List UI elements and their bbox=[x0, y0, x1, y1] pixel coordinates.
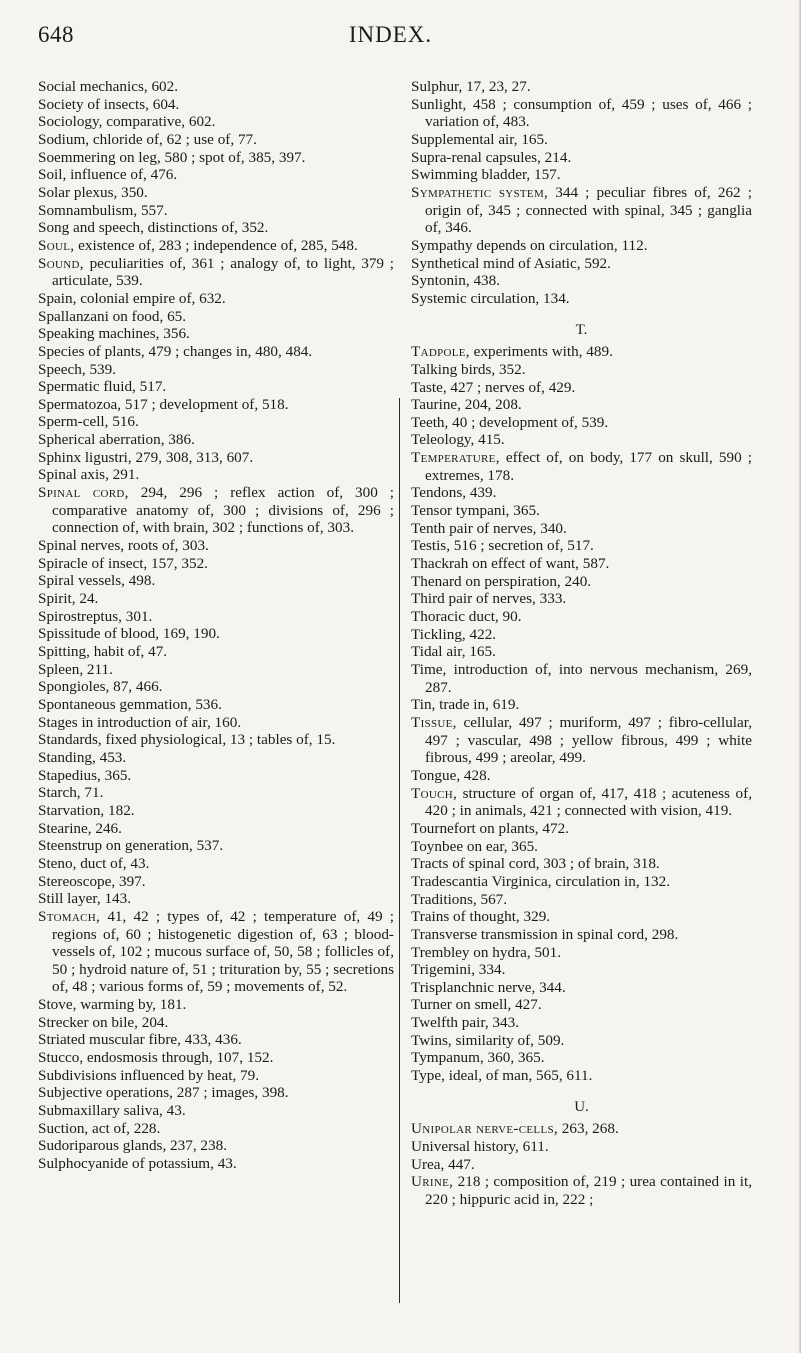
index-entry bbox=[38, 1120, 394, 1138]
index-entry bbox=[411, 1032, 752, 1050]
page-number: 648 bbox=[38, 22, 74, 47]
entry-text: Suction, act of, 228. bbox=[38, 1119, 161, 1137]
index-entry bbox=[38, 202, 394, 220]
index-entry bbox=[38, 714, 394, 732]
index-entry bbox=[411, 379, 752, 397]
entry-text: Strecker on bile, 204. bbox=[38, 1013, 169, 1031]
index-entry bbox=[38, 873, 394, 891]
index-entry bbox=[38, 308, 394, 326]
entry-text: Swimming bladder, 157. bbox=[411, 166, 561, 184]
entry-text: Soemmering on leg, 580 ; spot of, 385, 397. bbox=[38, 148, 306, 166]
entry-text: Tidal air, 165. bbox=[411, 643, 496, 661]
entry-text: Tickling, 422. bbox=[411, 625, 497, 643]
index-entry bbox=[38, 767, 394, 785]
entry-text: Trigemini, 334. bbox=[411, 961, 506, 979]
index-entry bbox=[38, 484, 394, 537]
entry-text: Stereoscope, 397. bbox=[38, 872, 146, 890]
index-entries-t bbox=[411, 343, 752, 1085]
index-entry bbox=[411, 537, 752, 555]
index-entry bbox=[38, 855, 394, 873]
index-entry bbox=[38, 890, 394, 908]
index-entry bbox=[38, 731, 394, 749]
index-entry bbox=[411, 361, 752, 379]
entry-text: Spiracle of insect, 157, 352. bbox=[38, 554, 208, 572]
entry-text: Spherical aberration, 386. bbox=[38, 431, 195, 449]
entry-text: Sulphur, 17, 23, 27. bbox=[411, 78, 531, 95]
column-divider bbox=[399, 398, 400, 1303]
entry-text: Syntonin, 438. bbox=[411, 272, 501, 290]
entry-text: Teleology, 415. bbox=[411, 431, 505, 449]
index-entry bbox=[411, 555, 752, 573]
index-entry bbox=[38, 661, 394, 679]
index-entry bbox=[38, 1067, 394, 1085]
index-entry bbox=[38, 608, 394, 626]
index-entry bbox=[411, 1067, 752, 1085]
entry-text: 218 ; composition of, 219 ; urea contained in it, 220 ; hippuric acid in, 222 ; bbox=[425, 1173, 752, 1209]
index-entry bbox=[38, 802, 394, 820]
entry-text: Testis, 516 ; secretion of, 517. bbox=[411, 537, 594, 555]
entry-text: Spinal nerves, roots of, 303. bbox=[38, 537, 209, 555]
index-entry bbox=[411, 1120, 752, 1138]
entry-heading: Soul, bbox=[38, 236, 75, 254]
entry-text: Tournefort on plants, 472. bbox=[411, 819, 569, 837]
index-entry bbox=[411, 414, 752, 432]
index-entry bbox=[411, 573, 752, 591]
index-entry bbox=[38, 820, 394, 838]
index-entry bbox=[38, 996, 394, 1014]
index-entry bbox=[411, 820, 752, 838]
entry-text: Trains of thought, 329. bbox=[411, 908, 551, 926]
index-entry bbox=[411, 996, 752, 1014]
entry-heading: Urine, bbox=[411, 1173, 454, 1191]
entry-text: Sunlight, 458 ; consumption of, 459 ; uses of, 466 ; variation of, 483. bbox=[411, 95, 752, 131]
index-entry bbox=[411, 590, 752, 608]
entry-text: Tensor tympani, 365. bbox=[411, 502, 540, 520]
entry-text: Tongue, 428. bbox=[411, 766, 491, 784]
entry-text: Social mechanics, 602. bbox=[38, 78, 179, 95]
entry-text: Standing, 453. bbox=[38, 748, 127, 766]
index-entry bbox=[411, 166, 752, 184]
entry-text: Trisplanchnic nerve, 344. bbox=[411, 978, 566, 996]
entry-text: Third pair of nerves, 333. bbox=[411, 590, 567, 608]
entry-heading: Temperature, bbox=[411, 449, 500, 467]
entry-text: Spermatozoa, 517 ; development of, 518. bbox=[38, 395, 289, 413]
index-entry bbox=[38, 625, 394, 643]
entry-text: Sudoriparous glands, 237, 238. bbox=[38, 1137, 227, 1155]
index-entry bbox=[411, 661, 752, 696]
entry-text: existence of, 283 ; independence of, 285, 548. bbox=[74, 236, 358, 254]
index-entry bbox=[38, 678, 394, 696]
index-entry bbox=[411, 1156, 752, 1174]
index-entry bbox=[411, 520, 752, 538]
entry-text: Tracts of spinal cord, 303 ; of brain, 318. bbox=[411, 855, 660, 873]
index-entry bbox=[38, 290, 394, 308]
entry-text: Taste, 427 ; nerves of, 429. bbox=[411, 378, 576, 396]
entry-text: 263, 268. bbox=[557, 1120, 619, 1138]
index-entry bbox=[38, 1155, 394, 1173]
index-entry bbox=[411, 343, 752, 361]
entry-text: Spinal axis, 291. bbox=[38, 466, 140, 484]
index-entry bbox=[411, 255, 752, 273]
entry-text: Sodium, chloride of, 62 ; use of, 77. bbox=[38, 130, 257, 148]
index-entry bbox=[411, 767, 752, 785]
entry-text: Sociology, comparative, 602. bbox=[38, 113, 216, 131]
index-entry bbox=[38, 361, 394, 379]
index-entry bbox=[411, 961, 752, 979]
entry-text: Submaxillary saliva, 43. bbox=[38, 1102, 186, 1120]
index-entry bbox=[411, 626, 752, 644]
entry-text: Starch, 71. bbox=[38, 784, 104, 802]
entry-text: Spermatic fluid, 517. bbox=[38, 378, 167, 396]
index-entry bbox=[411, 449, 752, 484]
entry-text: Tympanum, 360, 365. bbox=[411, 1049, 545, 1067]
entry-text: 41, 42 ; types of, 42 ; temperature of, 49 ; regions of, 60 ; histogenetic digestion of, 63 ; blood-vessels of, 102 ; mucous surface of, 50, 58 ; follicles of, 50 ; hydroid nature of, 51 ; trituration by, 55 ; secretions of, 48 ; various forms of, 59 ; movements of, 52. bbox=[52, 907, 394, 996]
entry-heading: Stomach, bbox=[38, 907, 101, 925]
index-entry bbox=[38, 572, 394, 590]
entry-text: Spiral vessels, 498. bbox=[38, 572, 156, 590]
index-entry bbox=[38, 1049, 394, 1067]
entry-text: Transverse transmission in spinal cord, 298. bbox=[411, 925, 679, 943]
index-entry bbox=[38, 396, 394, 414]
index-entry bbox=[38, 219, 394, 237]
index-entry bbox=[38, 643, 394, 661]
index-entry bbox=[38, 696, 394, 714]
entry-text: Universal history, 611. bbox=[411, 1138, 549, 1156]
index-entry bbox=[411, 184, 752, 237]
entry-heading: Tissue, bbox=[411, 713, 457, 731]
index-entry bbox=[411, 714, 752, 767]
entry-text: Systemic circulation, 134. bbox=[411, 289, 570, 307]
index-entry bbox=[38, 1137, 394, 1155]
entry-text: Still layer, 143. bbox=[38, 890, 132, 908]
entry-heading: Sound, bbox=[38, 254, 84, 272]
index-entry bbox=[411, 431, 752, 449]
index-entry bbox=[38, 413, 394, 431]
index-entry bbox=[38, 184, 394, 202]
index-entry bbox=[38, 131, 394, 149]
index-entry bbox=[411, 149, 752, 167]
entry-text: Time, introduction of, into nervous mechanism, 269, 287. bbox=[411, 661, 752, 696]
index-entry bbox=[38, 1031, 394, 1049]
index-entry bbox=[411, 908, 752, 926]
entry-text: Teeth, 40 ; development of, 539. bbox=[411, 413, 609, 431]
index-entry bbox=[411, 1049, 752, 1067]
index-entry bbox=[411, 838, 752, 856]
index-entry bbox=[38, 325, 394, 343]
index-entry bbox=[411, 1173, 752, 1208]
entry-text: Synthetical mind of Asiatic, 592. bbox=[411, 254, 611, 272]
index-entry bbox=[411, 96, 752, 131]
entry-text: Tin, trade in, 619. bbox=[411, 696, 520, 714]
entry-text: Spirostreptus, 301. bbox=[38, 607, 153, 625]
entry-text: 294, 296 ; reflex action of, 300 ; comparative anatomy of, 300 ; divisions of, 296 ; connection of, with brain, 302 ; functions of, 303. bbox=[52, 484, 395, 537]
entry-text: Tenth pair of nerves, 340. bbox=[411, 519, 567, 537]
entry-text: Spain, colonial empire of, 632. bbox=[38, 289, 226, 307]
index-entry bbox=[38, 78, 394, 96]
index-entry bbox=[38, 555, 394, 573]
entry-text: Supplemental air, 165. bbox=[411, 130, 548, 148]
entry-text: Sulphocyanide of potassium, 43. bbox=[38, 1155, 237, 1173]
index-entry bbox=[411, 290, 752, 308]
entry-text: Spallanzani on food, 65. bbox=[38, 307, 187, 325]
entry-text: Urea, 447. bbox=[411, 1155, 475, 1173]
index-entry bbox=[38, 449, 394, 467]
entry-text: Subdivisions influenced by heat, 79. bbox=[38, 1066, 260, 1084]
index-entry bbox=[38, 149, 394, 167]
index-entries-left bbox=[38, 78, 394, 1173]
section-letter-t: T. bbox=[575, 321, 588, 338]
index-entry bbox=[411, 979, 752, 997]
entry-text: 344 ; peculiar fibres of, 262 ; origin of, 345 ; connected with spinal, 345 ; ganglia of, 346. bbox=[425, 183, 752, 237]
entry-text: Steenstrup on generation, 537. bbox=[38, 837, 224, 855]
entry-text: Sphinx ligustri, 279, 308, 313, 607. bbox=[38, 448, 254, 466]
entry-text: Stages in introduction of air, 160. bbox=[38, 713, 242, 731]
index-entry bbox=[411, 608, 752, 626]
index-entry bbox=[411, 237, 752, 255]
entry-text: Spissitude of blood, 169, 190. bbox=[38, 625, 220, 643]
section-letter-u: U. bbox=[574, 1098, 589, 1115]
index-entry bbox=[411, 272, 752, 290]
entry-text: Stucco, endosmosis through, 107, 152. bbox=[38, 1049, 274, 1067]
entry-text: Spongioles, 87, 466. bbox=[38, 678, 163, 696]
entry-text: Thackrah on effect of want, 587. bbox=[411, 555, 610, 573]
entry-text: Traditions, 567. bbox=[411, 890, 508, 908]
entry-text: Spitting, habit of, 47. bbox=[38, 643, 168, 660]
index-entry bbox=[411, 131, 752, 149]
index-entry bbox=[411, 891, 752, 909]
index-entry bbox=[38, 537, 394, 555]
index-entry bbox=[38, 466, 394, 484]
entry-text: Spontaneous gemmation, 536. bbox=[38, 695, 222, 713]
entry-text: Speaking machines, 356. bbox=[38, 325, 190, 343]
entry-text: Soil, influence of, 476. bbox=[38, 166, 178, 184]
index-entry bbox=[38, 749, 394, 767]
entry-text: Type, ideal, of man, 565, 611. bbox=[411, 1067, 593, 1085]
entry-text: Stove, warming by, 181. bbox=[38, 996, 187, 1014]
index-column-left bbox=[38, 78, 394, 1173]
entry-text: Sperm-cell, 516. bbox=[38, 413, 139, 431]
index-entry bbox=[38, 378, 394, 396]
entry-text: Somnambulism, 557. bbox=[38, 201, 168, 219]
index-entry bbox=[411, 926, 752, 944]
entry-text: Song and speech, distinctions of, 352. bbox=[38, 219, 269, 237]
index-entry bbox=[38, 1014, 394, 1032]
index-entry bbox=[411, 855, 752, 873]
index-entry bbox=[411, 1014, 752, 1032]
entry-text: Tradescantia Virginica, circulation in, 132. bbox=[411, 872, 671, 890]
entry-text: Thoracic duct, 90. bbox=[411, 608, 522, 626]
index-entries-s bbox=[411, 78, 752, 308]
index-entry bbox=[411, 785, 752, 820]
entry-text: Speech, 539. bbox=[38, 360, 117, 378]
entry-text: Species of plants, 479 ; changes in, 480, 484. bbox=[38, 342, 313, 360]
entry-text: effect of, on body, 177 on skull, 590 ; extremes, 178. bbox=[425, 449, 752, 484]
entry-text: Steno, duct of, 43. bbox=[38, 854, 150, 872]
index-entry bbox=[411, 484, 752, 502]
entry-heading: Spinal cord, bbox=[38, 484, 129, 502]
index-entry bbox=[38, 96, 394, 114]
entry-text: Standards, fixed physiological, 13 ; tables of, 15. bbox=[38, 731, 336, 749]
index-entry bbox=[411, 396, 752, 414]
entry-text: Twins, similarity of, 509. bbox=[411, 1031, 565, 1049]
page-title: INDEX. bbox=[348, 22, 433, 47]
entry-heading: Touch, bbox=[411, 784, 458, 802]
index-entry bbox=[38, 1084, 394, 1102]
index-entries-u bbox=[411, 1120, 752, 1208]
index-entry bbox=[411, 873, 752, 891]
entry-text: Sympathy depends on circulation, 112. bbox=[411, 236, 648, 254]
index-entry bbox=[411, 78, 752, 96]
entry-text: Solar plexus, 350. bbox=[38, 183, 148, 201]
entry-heading: Unipolar nerve-cells, bbox=[411, 1120, 558, 1138]
index-entry bbox=[38, 431, 394, 449]
entry-text: Talking birds, 352. bbox=[411, 360, 526, 378]
index-entry bbox=[38, 343, 394, 361]
index-entry bbox=[411, 944, 752, 962]
entry-heading: Sympathetic system, bbox=[411, 183, 549, 201]
entry-text: Thenard on perspiration, 240. bbox=[411, 572, 592, 590]
entry-text: Society of insects, 604. bbox=[38, 95, 180, 113]
entry-text: Subjective operations, 287 ; images, 398. bbox=[38, 1084, 289, 1102]
index-entry bbox=[38, 908, 394, 996]
entry-text: experiments with, 489. bbox=[469, 343, 613, 361]
entry-heading: Tadpole, bbox=[411, 343, 470, 361]
entry-text: Turner on smell, 427. bbox=[411, 996, 542, 1014]
entry-text: Toynbee on ear, 365. bbox=[411, 837, 538, 855]
entry-text: Spleen, 211. bbox=[38, 660, 113, 678]
index-entry bbox=[411, 1138, 752, 1156]
entry-text: Supra-renal capsules, 214. bbox=[411, 148, 572, 166]
index-entry bbox=[38, 237, 394, 255]
entry-text: Striated muscular fibre, 433, 436. bbox=[38, 1031, 242, 1049]
entry-text: Stapedius, 365. bbox=[38, 766, 132, 784]
index-entry bbox=[38, 784, 394, 802]
entry-text: Twelfth pair, 343. bbox=[411, 1014, 519, 1032]
index-entry bbox=[38, 255, 394, 290]
entry-text: cellular, 497 ; muriform, 497 ; fibro-cellular, 497 ; vascular, 498 ; yellow fibrous, 499 ; white fibrous, 499 ; areolar, 499. bbox=[425, 713, 752, 767]
index-entry bbox=[411, 643, 752, 661]
index-entry bbox=[38, 113, 394, 131]
entry-text: Trembley on hydra, 501. bbox=[411, 943, 562, 961]
index-entry bbox=[38, 166, 394, 184]
index-column-right bbox=[403, 78, 752, 1209]
entry-text: Stearine, 246. bbox=[38, 819, 122, 837]
index-entry bbox=[411, 696, 752, 714]
entry-text: structure of organ of, 417, 418 ; acuteness of, 420 ; in animals, 421 ; connected with vision, 419. bbox=[425, 784, 752, 820]
entry-text: Spirit, 24. bbox=[38, 590, 99, 608]
index-entry bbox=[38, 837, 394, 855]
index-entry bbox=[38, 1102, 394, 1120]
index-entry bbox=[38, 590, 394, 608]
entry-text: Tendons, 439. bbox=[411, 484, 497, 502]
page-header bbox=[38, 22, 743, 52]
index-entry bbox=[411, 502, 752, 520]
entry-text: Taurine, 204, 208. bbox=[411, 396, 522, 414]
entry-text: Starvation, 182. bbox=[38, 801, 135, 819]
entry-text: peculiarities of, 361 ; analogy of, to light, 379 ; articulate, 539. bbox=[52, 254, 394, 290]
